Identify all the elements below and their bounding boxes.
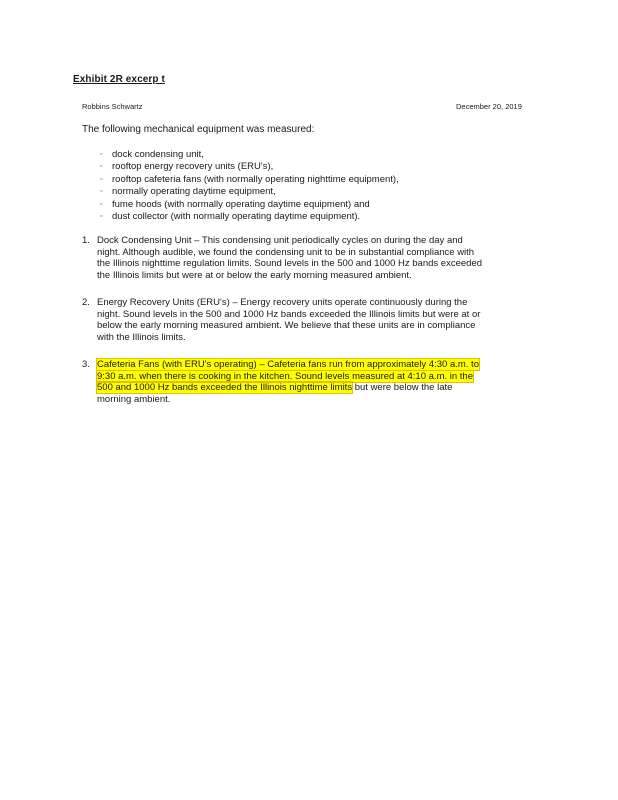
- paragraph-line: Dock Condensing Unit – This condensing unit periodically cycles on during the day and: [97, 235, 463, 246]
- paragraph-line: Energy Recovery Units (ERU's) – Energy recovery units operate continuously during the: [97, 297, 468, 308]
- paragraph-line: the Illinois nighttime regulation limits. Sound levels in the 500 and 1000 Hz bands exceeded: [97, 258, 482, 270]
- paragraph-line: night. Although audible, we found the condensing unit to be in substantial compliance with: [97, 246, 475, 258]
- highlighted-text: Cafeteria Fans (with ERU's operating) – Cafeteria fans run from approximately 4:30 a.m. to: [97, 359, 479, 370]
- trailing-text: but were below the late: [352, 382, 453, 394]
- list-item-text: rooftop cafeteria fans (with normally operating nighttime equipment),: [112, 173, 399, 185]
- bullet-icon: ▫: [100, 213, 103, 221]
- paragraph-line: [97, 371, 537, 383]
- list-item: [98, 149, 399, 161]
- document-date: December 20, 2019: [456, 102, 522, 111]
- bullet-icon: ▫: [100, 163, 103, 171]
- bullet-icon: ▫: [100, 175, 103, 183]
- list-item-text: dust collector (with normally operating daytime equipment).: [112, 211, 361, 223]
- list-item: [98, 199, 399, 211]
- paragraph-line: the Illinois limits but were at or below the early morning measured ambient.: [97, 270, 412, 282]
- exhibit-title: Exhibit 2R excerp t: [73, 74, 165, 85]
- paragraph-cafeteria-fans: [82, 359, 537, 406]
- list-item-text: fume hoods (with normally operating daytime equipment) and: [112, 198, 370, 210]
- author-name: Robbins Schwartz: [82, 102, 143, 111]
- paragraph-number: 2.: [82, 297, 90, 308]
- bullet-icon: ▫: [100, 188, 103, 196]
- paragraph-line: morning ambient.: [97, 394, 171, 406]
- list-item: [98, 174, 399, 186]
- highlighted-text: 9:30 a.m. when there is cooking in the kitchen. Sound levels measured at 4:10 a.m. in the: [97, 370, 473, 382]
- paragraph-dock-condensing-unit: [82, 235, 537, 282]
- paragraph-number: 1.: [82, 235, 90, 246]
- list-item-text: normally operating daytime equipment,: [112, 186, 276, 198]
- paragraph-energy-recovery-units: [82, 297, 537, 344]
- paragraph-line: night. Sound levels in the 500 and 1000 Hz bands exceeded the Illinois limits but were at or: [97, 308, 481, 320]
- paragraph-number: 3.: [82, 359, 90, 370]
- list-item: [98, 161, 399, 173]
- paragraph-line: with the Illinois limits.: [97, 332, 186, 344]
- intro-text: The following mechanical equipment was measured:: [82, 124, 315, 135]
- bullet-icon: ▫: [100, 151, 103, 158]
- list-item: [98, 186, 399, 198]
- list-item: [98, 211, 399, 223]
- paragraph-line: [97, 359, 537, 371]
- list-item-text: dock condensing unit,: [112, 149, 204, 160]
- highlighted-text: 500 and 1000 Hz bands exceeded the Illinois nighttime limits: [97, 382, 353, 394]
- equipment-list: [98, 149, 399, 223]
- bullet-icon: ▫: [100, 200, 103, 208]
- list-item-text: rooftop energy recovery units (ERU's),: [112, 161, 274, 173]
- paragraph-line: [97, 382, 537, 394]
- paragraph-line: below the early morning measured ambient. We believe that these units are in compliance: [97, 320, 476, 332]
